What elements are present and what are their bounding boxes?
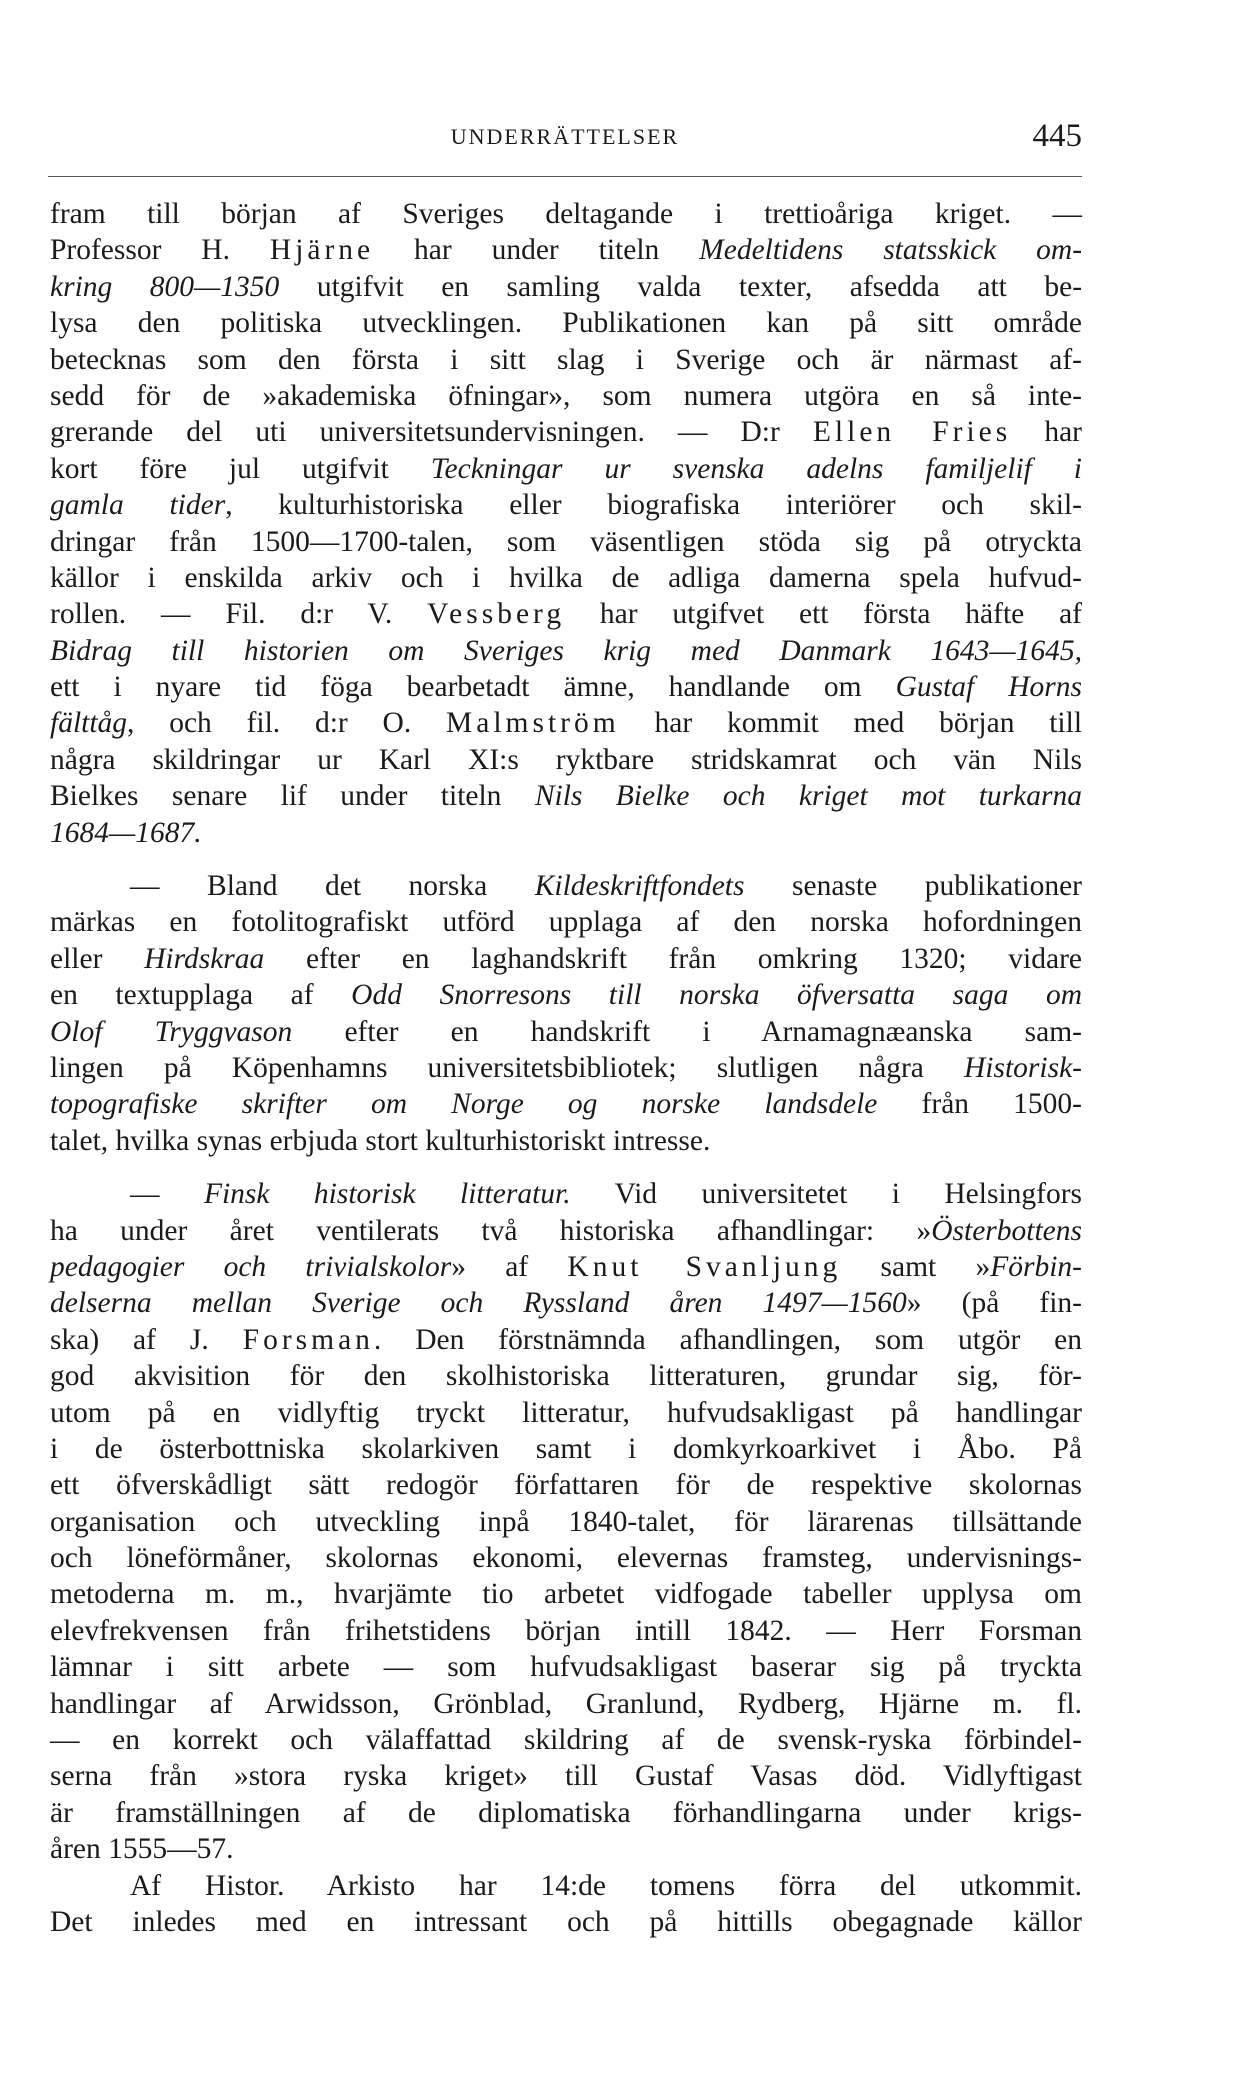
italic-title: kring 800—1350 xyxy=(50,270,280,303)
text-line: utom på en vidlyftig tryckt litteratur, hufvudsakligast på handlingar xyxy=(50,1396,1082,1429)
italic-title: topografiske skrifter om Norge og norske landsdele xyxy=(50,1088,878,1121)
italic-title: 1684—1687. xyxy=(50,816,202,849)
text-line: delserna mellan Sverige och Ryssland åren 1497—1560» (på fin- xyxy=(50,1287,1082,1320)
text-line: ska) af J. Forsman. Den förstnämnda afhandlingen, som utgör en xyxy=(50,1323,1083,1356)
italic-title: Medeltidens statsskick om- xyxy=(699,234,1083,267)
text-line: åren 1555—57. xyxy=(50,1833,234,1866)
text-line: ha under året ventilerats två historiska afhandlingar: »Österbottens xyxy=(50,1214,1082,1247)
paragraph-gap xyxy=(50,1159,1082,1176)
text-line: grerande del uti universitetsundervisningen. — D:r Ellen Fries har xyxy=(50,416,1082,449)
text-line: — Finsk historisk litteratur. Vid universitetet i Helsingfors xyxy=(130,1178,1083,1211)
text-line: god akvisition för den skolhistoriska litteraturen, grundar sig, för- xyxy=(50,1360,1082,1393)
text-line: serna från »stora ryska kriget» till Gustaf Vasas död. Vidlyftigast xyxy=(50,1760,1082,1793)
text-line: eller Hirdskraa efter en laghandskrift från omkring 1320; vidare xyxy=(50,942,1082,975)
italic-title: Kildeskriftfondets xyxy=(534,870,745,903)
italic-title: Österbottens xyxy=(931,1214,1082,1247)
paragraph-2 xyxy=(50,868,1082,1159)
text-line: lämnar i sitt arbete — som hufvudsakligast baserar sig på tryckta xyxy=(50,1651,1082,1684)
italic-title: gamla tider xyxy=(50,489,226,522)
italic-title: Finsk historisk litteratur. xyxy=(203,1178,571,1211)
text-line: — en korrekt och välaffattad skildring af de svensk-ryska förbindel- xyxy=(50,1724,1082,1757)
italic-title: Olof Tryggvason xyxy=(50,1015,293,1048)
text-line: några skildringar ur Karl XI:s ryktbare stridskamrat och vän Nils xyxy=(50,743,1082,776)
text-line: kring 800—1350 utgifvit en samling valda texter, afsedda att be- xyxy=(50,270,1083,303)
italic-title: Gustaf Horns xyxy=(895,671,1082,704)
text-line: handlingar af Arwidsson, Grönblad, Granlund, Rydberg, Hjärne m. fl. xyxy=(50,1687,1082,1720)
text-line: sedd för de »akademiska öfningar», som numera utgöra en så inte- xyxy=(50,379,1082,412)
text-line: talet, hvilka synas erbjuda stort kulturhistoriskt intresse. xyxy=(50,1124,711,1157)
italic-title: Hirdskraa xyxy=(144,942,265,975)
page-number: 445 xyxy=(1032,118,1082,154)
italic-title: Bidrag till historien om Sveriges krig med Danmark 1643—1645, xyxy=(50,634,1082,667)
text-line: fälttåg, och fil. d:r O. Malmström har kommit med början till xyxy=(50,707,1083,740)
text-line: ett i nyare tid föga bearbetadt ämne, handlande om Gustaf Horns xyxy=(50,671,1082,704)
text-line: Olof Tryggvason efter en handskrift i Arnamagnæanska sam- xyxy=(50,1015,1082,1048)
paragraph-1 xyxy=(50,196,1082,851)
text-line: och löneförmåner, skolornas ekonomi, elevernas framsteg, undervisnings- xyxy=(50,1542,1082,1575)
italic-title: Odd Snorresons till norska öfversatta saga om xyxy=(351,979,1082,1012)
spaced-name: Ellen Fries xyxy=(812,416,1012,449)
text-line xyxy=(50,633,1082,669)
spaced-name: Forsman xyxy=(242,1323,374,1356)
italic-title: Teckningar ur svenska adelns familjelif i xyxy=(430,452,1083,485)
text-line: rollen. — Fil. d:r V. Vessberg har utgifvet ett första häfte af xyxy=(50,598,1082,631)
text-line: är framställningen af de diplomatiska förhandlingarna under krigs- xyxy=(50,1796,1082,1829)
text-line: Af Histor. Arkisto har 14:de tomens förra del utkommit. xyxy=(130,1869,1082,1902)
paragraph-4 xyxy=(50,1868,1082,1941)
text-line: gamla tider, kulturhistoriska eller biografiska interiörer och skil- xyxy=(50,489,1083,522)
text-line: dringar från 1500—1700-talen, som väsentligen stöda sig på otryckta xyxy=(50,525,1082,558)
paragraph-3 xyxy=(50,1176,1082,1867)
text-line: topografiske skrifter om Norge og norske landsdele från 1500- xyxy=(50,1088,1082,1121)
text-line: lingen på Köpenhamns universitetsbibliotek; slutligen några Historisk- xyxy=(50,1051,1082,1084)
text-line: elevfrekvensen från frihetstidens början intill 1842. — Herr Forsman xyxy=(50,1614,1082,1647)
text-line: källor i enskilda arkiv och i hvilka de adliga damerna spela hufvud- xyxy=(50,561,1082,594)
text-line: en textupplaga af Odd Snorresons till norska öfversatta saga om xyxy=(50,979,1082,1012)
body-text xyxy=(50,196,1082,1940)
text-line: organisation och utveckling inpå 1840-talet, för lärarenas tillsättande xyxy=(50,1505,1082,1538)
header-rule xyxy=(48,176,1082,177)
text-line: betecknas som den första i sitt slag i Sverige och är närmast af- xyxy=(50,343,1082,376)
spaced-name: Vessberg xyxy=(427,598,566,631)
text-line: lysa den politiska utvecklingen. Publikationen kan på sitt område xyxy=(50,307,1082,340)
italic-title: fälttåg xyxy=(50,707,128,740)
text-line: — Bland det norska Kildeskriftfondets senaste publikationer xyxy=(130,870,1083,903)
italic-title: Förbin- xyxy=(990,1250,1083,1283)
italic-title: pedagogier och trivialskolor xyxy=(50,1250,452,1283)
spaced-name: Hjärne xyxy=(269,234,375,267)
text-line xyxy=(50,815,1082,851)
text-line: kort före jul utgifvit Teckningar ur svenska adelns familjelif i xyxy=(50,452,1083,485)
text-line: i de österbottniska skolarkiven samt i domkyrkoarkivet i Åbo. På xyxy=(50,1432,1082,1465)
spaced-name: Malmström xyxy=(446,707,620,740)
italic-title: Historisk- xyxy=(964,1051,1082,1084)
text-line: fram till början af Sveriges deltagande i trettioåriga kriget. — xyxy=(50,198,1082,230)
text-line: Bielkes senare lif under titeln Nils Bielke och kriget mot turkarna xyxy=(50,780,1082,813)
running-title: UNDERRÄTTELSER xyxy=(450,124,680,149)
text-line: ett öfverskådligt sätt redogör författaren för de respektive skolornas xyxy=(50,1469,1082,1502)
italic-title: Nils Bielke och kriget mot turkarna xyxy=(534,780,1082,813)
italic-title: delserna mellan Sverige och Ryssland åren 1497—1560 xyxy=(50,1287,907,1320)
paragraph-gap xyxy=(50,851,1082,868)
text-line: Det inledes med en intressant och på hittills obegagnade källor xyxy=(50,1905,1082,1938)
text-line: pedagogier och trivialskolor» af Knut Svanljung samt »Förbin- xyxy=(50,1250,1083,1283)
running-head xyxy=(48,118,1082,158)
text-line: Professor H. Hjärne har under titeln Medeltidens statsskick om- xyxy=(50,234,1083,267)
spaced-name: Knut Svanljung xyxy=(567,1250,842,1283)
text-line: metoderna m. m., hvarjämte tio arbetet vidfogade tabeller upplysa om xyxy=(50,1578,1082,1611)
text-line: märkas en fotolitografiskt utförd upplaga af den norska hofordningen xyxy=(50,906,1082,939)
